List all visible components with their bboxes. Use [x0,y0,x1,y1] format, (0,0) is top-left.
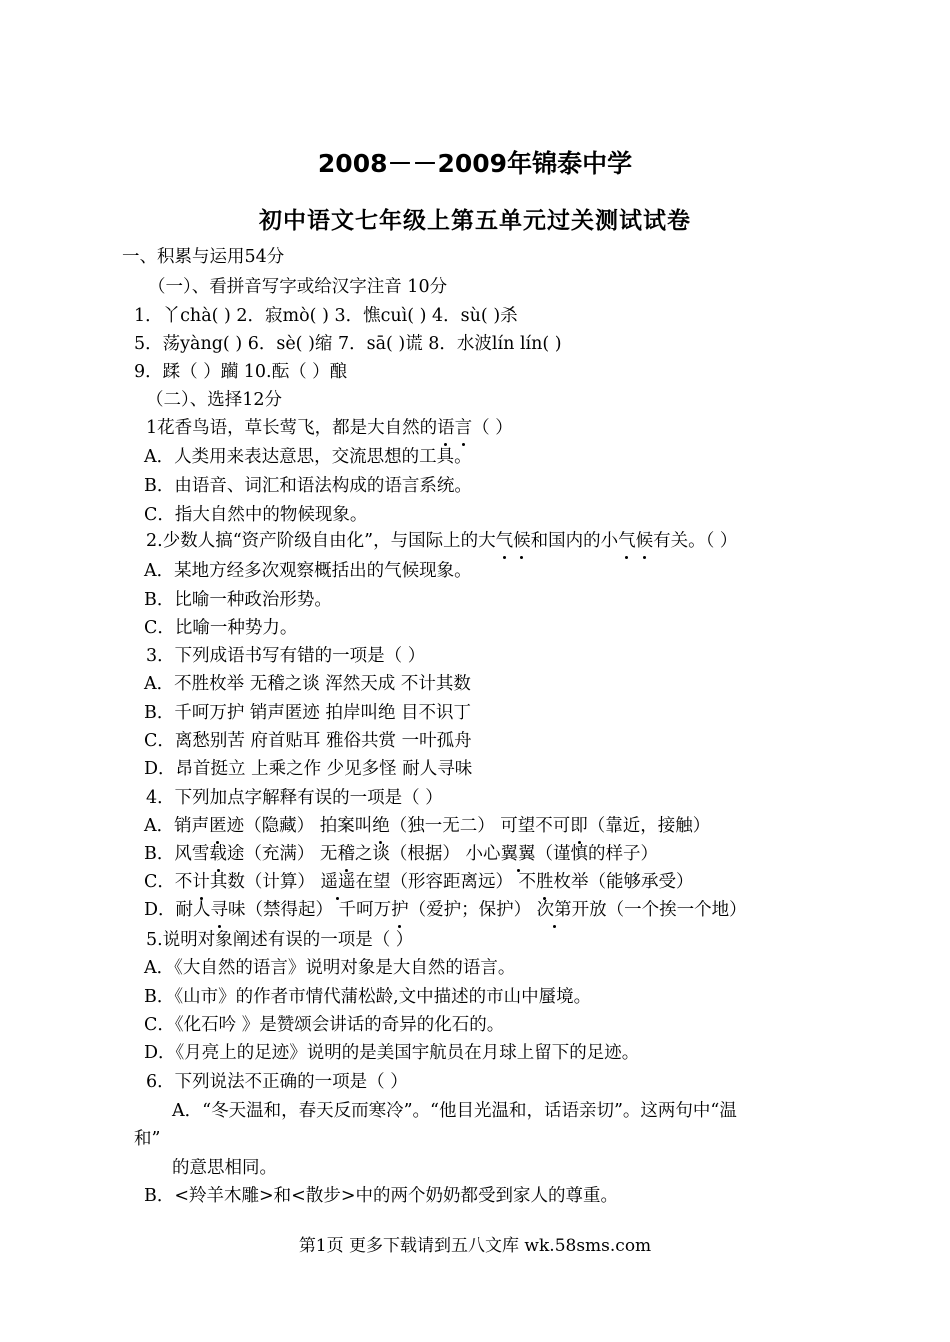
option: B．比喻一种政治形势。 [144,590,332,610]
option: B．由语音、词汇和语法构成的语言系统。 [144,476,472,496]
option: C．离愁别苦 府首贴耳 雅俗共赏 一叶孤舟 [144,731,472,751]
option: C．比喻一种势力。 [144,618,298,638]
question-2: 2.少数人搞“资产阶级自由化”，与国际上的大气候和国内的小气候有关。（ ） [146,531,738,551]
option: D．耐人寻味（禁得起） 千呵万护（爱护；保护） 次第开放（一个挨一个地） [144,900,747,920]
section-heading: 一、积累与运用54分 [122,247,285,267]
doc-subtitle: 初中语文七年级上第五单元过关测试试卷 [259,208,691,234]
part-heading: （二）、选择12分 [146,390,283,410]
option: B．风雪载途（充满） 无稽之谈（根据） 小心翼翼（谨慎的样子） [144,844,658,864]
option: C．指大自然中的物候现象。 [144,505,368,525]
doc-title: 2008－－2009年锦泰中学 [317,149,633,178]
question-3: 3．下列成语书写有错的一项是（ ） [146,646,426,666]
option: A．不胜枚举 无稽之谈 浑然天成 不计其数 [144,674,471,694]
option-continued: 和” [134,1129,161,1149]
option: C．不计其数（计算） 遥遥在望（形容距离远） 不胜枚举（能够承受） [144,872,694,892]
option: A．《大自然的语言》说明对象是大自然的语言。 [144,958,516,978]
part-heading: （一）、看拼音写字或给汉字注音 10分 [148,277,448,297]
option: B．《山市》的作者市情代蒲松龄,文中描述的市山中蜃境。 [144,987,592,1007]
option: D．昂首挺立 上乘之作 少见多怪 耐人寻味 [144,759,473,779]
question-6: 6．下列说法不正确的一项是（ ） [146,1072,408,1092]
pinyin-row-3: 9．蹂（ ）躏 10.酝（ ）酿 [134,362,348,382]
option: B．<羚羊木雕>和<散步>中的两个奶奶都受到家人的尊重。 [144,1186,619,1206]
option: A．销声匿迹（隐藏） 拍案叫绝（独一无二） 可望不可即（靠近，接触） [144,816,711,836]
question-5: 5.说明对象阐述有误的一项是（ ） [146,930,414,950]
question-1: 1花香鸟语，草长莺飞，都是大自然的语言（ ） [146,418,513,438]
question-4: 4．下列加点字解释有误的一项是（ ） [146,788,443,808]
option: C．《化石吟 》是赞颂会讲话的奇异的化石的。 [144,1015,505,1035]
option: A．“冬天温和，春天反而寒冷”。“他目光温和，话语亲切”。这两句中“温 [172,1101,737,1121]
option-continued: 的意思相同。 [172,1158,277,1178]
option: A．某地方经多次观察概括出的气候现象。 [144,561,472,581]
page-footer: 第1页 更多下载请到五八文库 wk.58sms.com [298,1236,652,1256]
pinyin-row-1: 1．丫chà( ) 2．寂mò( ) 3．憔cuì( ) 4．sù( )杀 [134,306,518,326]
pinyin-row-2: 5．荡yàng( ) 6．sè( )缩 7．sā( )谎 8．水波lín lín( ) [134,334,562,354]
option: D．《月亮上的足迹》说明的是美国宇航员在月球上留下的足迹。 [144,1043,640,1063]
option: A．人类用来表达意思，交流思想的工具。 [144,447,472,467]
option: B．千呵万护 销声匿迹 拍岸叫绝 目不识丁 [144,703,472,723]
